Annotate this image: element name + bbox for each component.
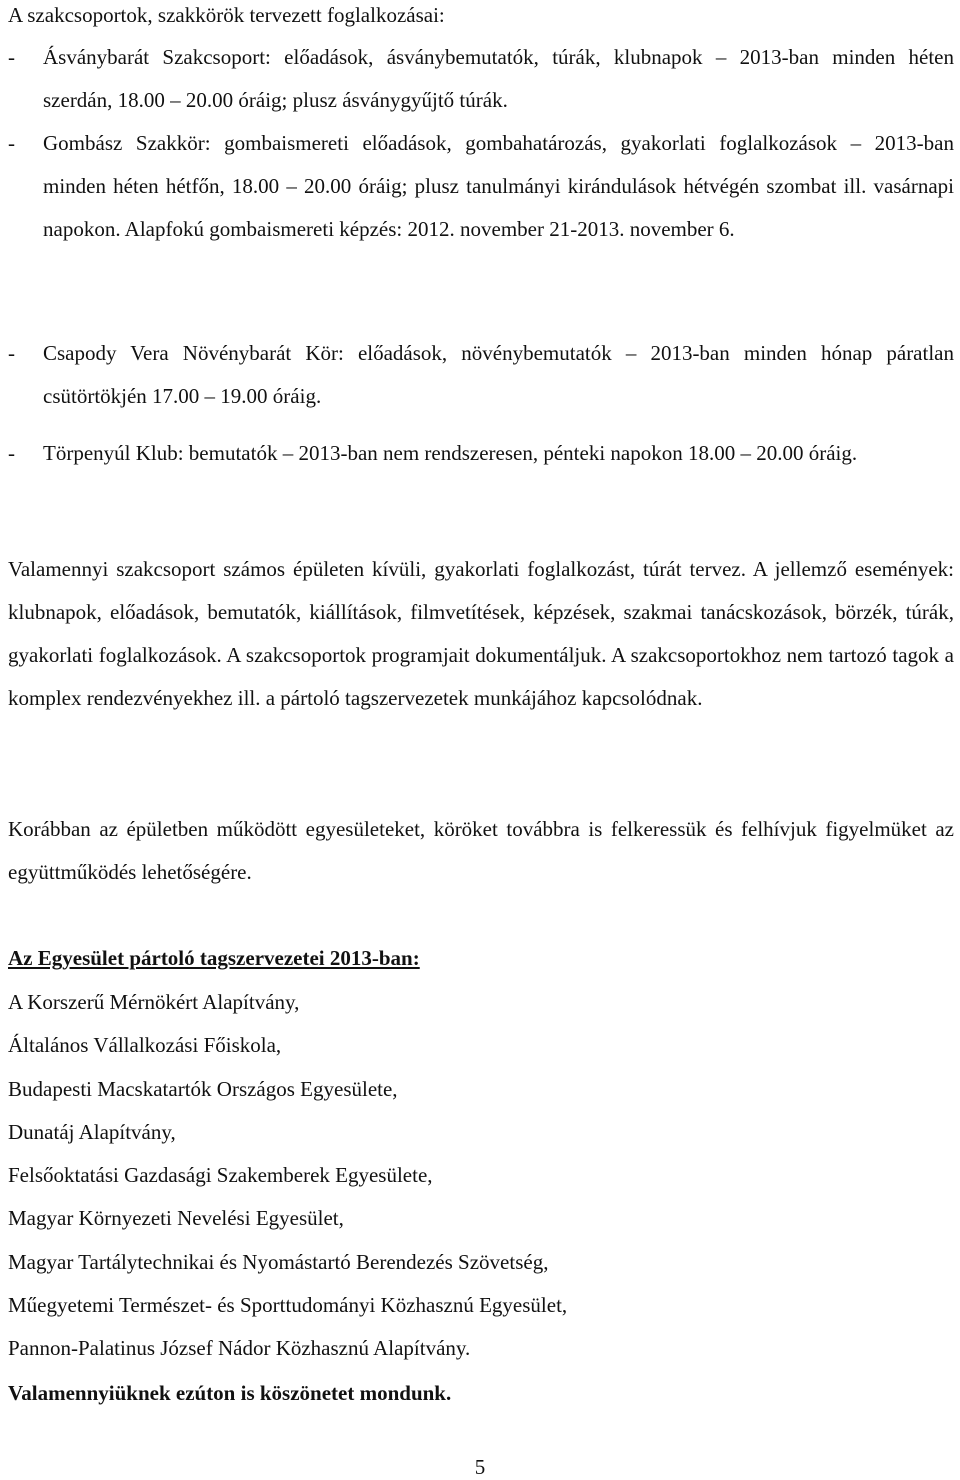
page-number: 5	[474, 1455, 486, 1479]
list-item	[8, 332, 954, 418]
thanks-line: Valamennyiüknek ezúton is köszönetet mondunk.	[8, 1381, 452, 1405]
list-item-text: Gombász Szakkör: gombaismereti előadások, gombahatározás, gyakorlati foglalkozások – 2013-ban minden héten hétfőn, 18.00 – 20.00 óráig; plusz tanulmányi kirándulások hétvégén szombat ill. vasárnapi napokon. Alapfokú gombaismereti képzés: 2012. november 21-2013. november 6.	[43, 131, 954, 241]
organizations-list	[8, 981, 567, 1371]
list-item-text: Törpenyúl Klub: bemutatók – 2013-ban nem rendszeresen, pénteki napokon 18.00 – 20.00 óráig.	[43, 441, 858, 465]
list-marker: -	[8, 441, 15, 465]
list-marker: -	[8, 131, 15, 155]
list-item: Általános Vállalkozási Főiskola,	[8, 1033, 282, 1058]
list-item: Magyar Környezeti Nevelési Egyesület,	[8, 1206, 344, 1231]
list-item: Budapesti Macskatartók Országos Egyesülete,	[8, 1076, 398, 1101]
list-item: Felsőoktatási Gazdasági Szakemberek Egyesülete,	[8, 1163, 433, 1188]
activities-heading: A szakcsoportok, szakkörök tervezett foglalkozásai:	[8, 3, 445, 27]
paragraph-events: Valamennyi szakcsoport számos épületen kívüli, gyakorlati foglalkozást, túrát tervez. A jellemző események: klubnapok, előadások, bemutatók, kiállítások, filmvetítések, képzések, szakmai tanácskozások, börzék, túrák, gyakorlati foglalkozások. A szakcsoportok programjait dokumentáljuk. A szakcsoportokhoz nem tartozó tagok a komplex rendezvényekhez ill. a pártoló tagszervezetek munkájához kapcsolódnak.	[8, 557, 954, 710]
list-item-text: Csapody Vera Növénybarát Kör: előadások, növénybemutatók – 2013-ban minden hónap páratlan csütörtökjén 17.00 – 19.00 óráig.	[43, 341, 954, 408]
list-item: Dunatáj Alapítvány,	[8, 1119, 176, 1144]
paragraph-cooperation: Korábban az épületben működött egyesületeket, köröket továbbra is felkeressük és felhívjuk figyelmüket az együttműködés lehetőségére.	[8, 817, 954, 884]
list-item: Műegyetemi Természet- és Sporttudományi Közhasznú Egyesület,	[8, 1293, 568, 1318]
list-item-text: Ásványbarát Szakcsoport: előadások, ásványbemutatók, túrák, klubnapok – 2013-ban minden héten szerdán, 18.00 – 20.00 óráig; plusz ásványgyűjtő túrák.	[43, 45, 954, 112]
list-item: A Korszerű Mérnökért Alapítvány,	[8, 990, 300, 1014]
list-marker: -	[8, 341, 15, 365]
list-item: Magyar Tartálytechnikai és Nyomástartó Berendezés Szövetség,	[8, 1249, 549, 1274]
list-item	[8, 36, 954, 122]
list-item	[8, 432, 954, 475]
list-item	[8, 122, 954, 251]
list-item: Pannon-Palatinus József Nádor Közhasznú Alapítvány.	[8, 1336, 471, 1361]
organizations-heading: Az Egyesület pártoló tagszervezetei 2013-ban:	[8, 946, 420, 970]
list-marker: -	[8, 45, 15, 69]
